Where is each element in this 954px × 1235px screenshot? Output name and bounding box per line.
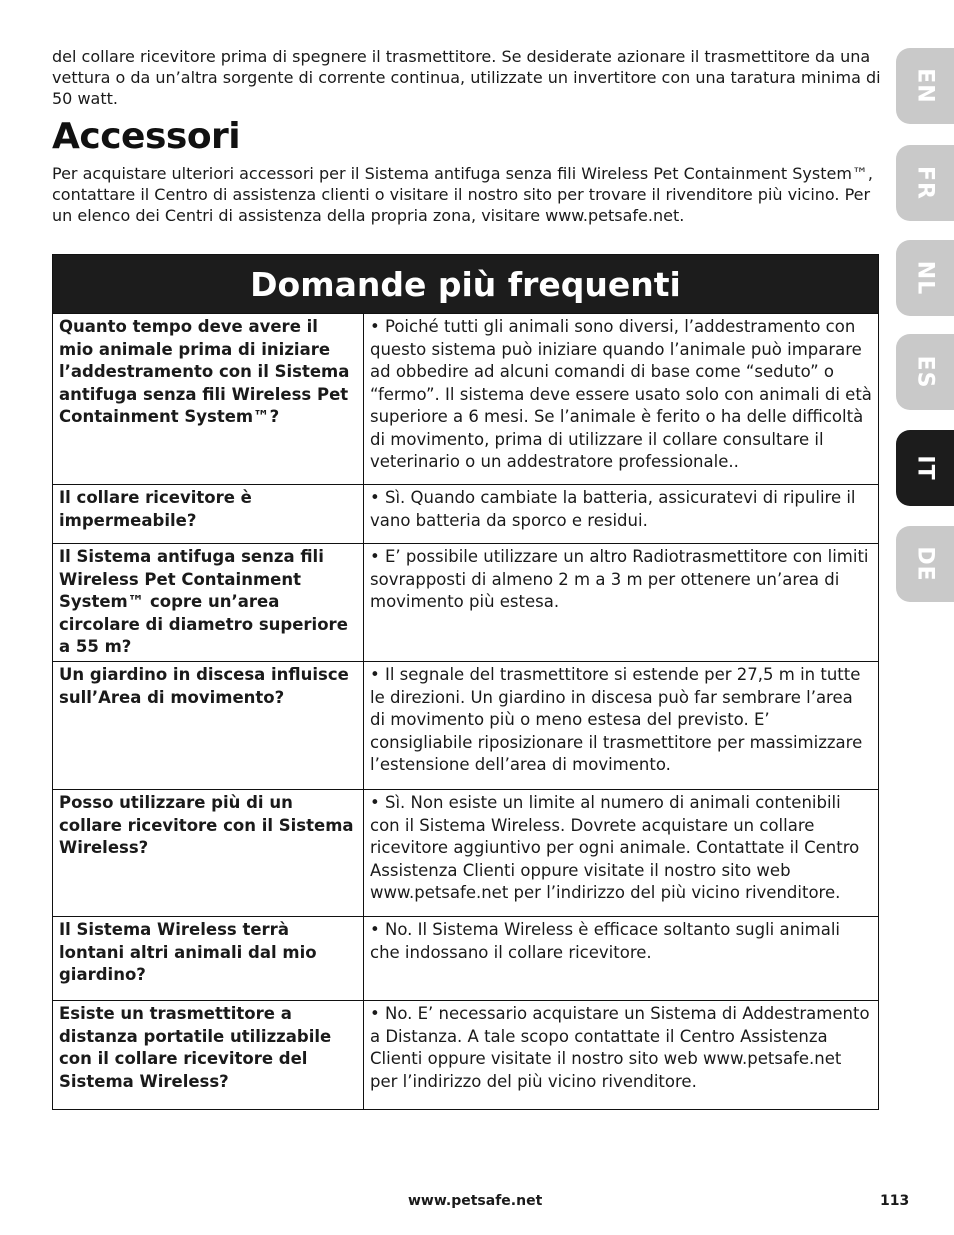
faq-answer: • Il segnale del trasmettitore si estende per 27,5 m in tutte le direzioni. Un giardino in discesa può far sembrare l’area di movimento più o meno estesa del previsto. E’ consigliabile riposizionare il trasmettitore per massimizzare l’estensione dell’area di movimento. [370,665,863,774]
faq-row [53,916,878,1000]
faq-answer: • E’ possibile utilizzare un altro Radiotrasmettitore con limiti sovrapposti di almeno 2 m a 3 m per ottenere un’area di movimento più estesa. [370,547,869,611]
page-number: 113 [880,1193,910,1209]
faq-table [52,254,879,1110]
faq-answer: • Sì. Non esiste un limite al numero di animali contenibili con il Sistema Wireless. Dovrete acquistare un collare ricevitore aggiuntivo per ogni animale. Contattate il Centro Assistenza Clienti oppure visitate il nostro sito web www.petsafe.net per l’indirizzo del più vicino rivenditore. [370,793,860,902]
accessori-heading: Accessori [52,116,241,157]
faq-answer: • No. Il Sistema Wireless è efficace soltanto sugli animali che indossano il collare ricevitore. [370,920,841,962]
faq-question: Il collare ricevitore è impermeabile? [53,485,364,543]
tab-label: ES [912,355,938,389]
footer-url[interactable]: www.petsafe.net [408,1193,543,1209]
faq-question: Posso utilizzare più di un collare ricevitore con il Sistema Wireless? [53,790,364,916]
tab-de[interactable] [896,526,954,602]
tab-fr[interactable] [896,145,954,221]
intro-paragraph: del collare ricevitore prima di spegnere il trasmettitore. Se desiderate azionare il trasmettitore da una vettura o da un’altra sorgente di corrente continua, utilizzate un invertitore con una taratura minima di 50 watt. [52,47,881,108]
faq-row [53,313,878,484]
faq-question: Il Sistema Wireless terrà lontani altri animali dal mio giardino? [53,917,364,1000]
tab-label: EN [912,68,938,104]
faq-row [53,1000,878,1109]
tab-es[interactable] [896,334,954,410]
faq-row [53,789,878,916]
faq-answer: • Poiché tutti gli animali sono diversi, l’addestramento con questo sistema può iniziare quando l’animale può imparare ad obbedire ad alcuni comandi di base come “seduto” o “fermo”. Il sistema deve essere usato solo con animali di età superiore a 6 mesi. Se l’animale è ferito o ha delle difficoltà di movimento, prima di utilizzare il collare consultare il veterinario o un addestratore professionale.. [370,317,872,471]
tab-label: NL [912,260,938,296]
faq-question: Un giardino in discesa influisce sull’Area di movimento? [53,662,364,789]
faq-question: Esiste un trasmettitore a distanza portatile utilizzabile con il collare ricevitore del Sistema Wireless? [53,1001,364,1109]
faq-question: Quanto tempo deve avere il mio animale prima di iniziare l’addestramento con il Sistema antifuga senza fili Wireless Pet Containment System™? [53,314,364,484]
faq-row [53,661,878,789]
tab-it[interactable] [896,430,954,506]
faq-title: Domande più frequenti [53,255,878,313]
faq-answer: • No. E’ necessario acquistare un Sistema di Addestramento a Distanza. A tale scopo contattate il Centro Assistenza Clienti oppure visitate il nostro sito web www.petsafe.net per l’indirizzo del più vicino rivenditore. [370,1004,870,1091]
tab-en[interactable] [896,48,954,124]
tab-label: FR [912,166,938,200]
tab-label: DE [912,546,938,582]
faq-answer: • Sì. Quando cambiate la batteria, assicuratevi di ripulire il vano batteria da sporco e residui. [370,488,856,530]
tab-nl[interactable] [896,240,954,316]
faq-question: Il Sistema antifuga senza fili Wireless Pet Containment System™ copre un’area circolare di diametro superiore a 55 m? [53,544,364,661]
tab-label: IT [912,455,938,481]
faq-row [53,543,878,661]
accessori-paragraph: Per acquistare ulteriori accessori per il Sistema antifuga senza fili Wireless Pet Containment System™, contattare il Centro di assistenza clienti o visitare il nostro sito per trovare il rivenditore più vicino. Per un elenco dei Centri di assistenza della propria zona, visitare www.petsafe.net. [52,164,874,225]
faq-row [53,484,878,543]
